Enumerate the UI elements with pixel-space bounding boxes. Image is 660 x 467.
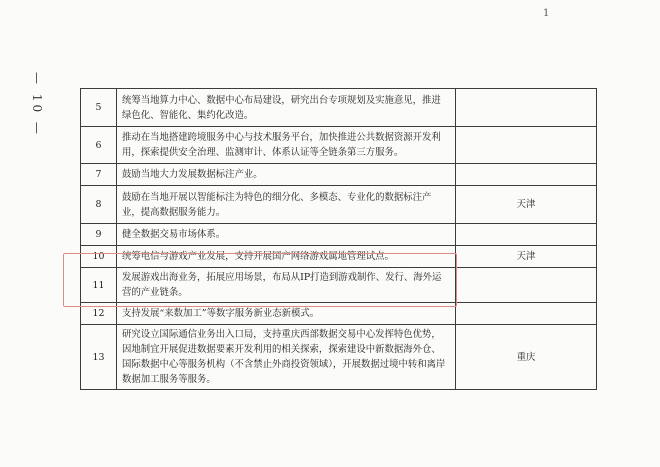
row-content: 发展游戏出海业务，拓展应用场景，布局从IP打造到游戏制作、发行、海外运营的产业链条。 xyxy=(117,268,456,303)
corner-mark: 1 xyxy=(543,8,550,19)
row-index: 9 xyxy=(81,224,117,246)
table-row xyxy=(81,164,597,186)
row-content: 鼓励在当地开展以智能标注为特色的细分化、多模态、专业化的数据标注产业，提高数据服务能力。 xyxy=(117,186,456,224)
row-index: 11 xyxy=(81,268,117,303)
row-content: 健全数据交易市场体系。 xyxy=(117,224,456,246)
row-content: 鼓励当地大力发展数据标注产业。 xyxy=(117,164,456,186)
row-index: 6 xyxy=(81,127,117,164)
row-region xyxy=(456,224,597,246)
table-row xyxy=(81,268,597,303)
table-row xyxy=(81,89,597,127)
table-row xyxy=(81,325,597,390)
row-region xyxy=(456,89,597,127)
page-number: — 10 — xyxy=(30,72,44,137)
policy-table xyxy=(80,88,597,390)
table-row xyxy=(81,224,597,246)
row-index: 8 xyxy=(81,186,117,224)
row-region: 天津 xyxy=(456,246,597,268)
row-content: 研究设立国际通信业务出入口局，支持重庆西部数据交易中心发挥特色优势，因地制宜开展促进数据要素开发利用的相关探索，探索建设中新数据海外仓、国际数据中心等服务机构（不含禁止外商投资领域），开展数据过境中转和离岸数据加工服务等服务。 xyxy=(117,325,456,390)
row-index: 12 xyxy=(81,303,117,325)
row-index: 5 xyxy=(81,89,117,127)
row-region xyxy=(456,164,597,186)
row-content: 支持发展“来数加工”等数字服务新业态新模式。 xyxy=(117,303,456,325)
row-region xyxy=(456,268,597,303)
row-region: 重庆 xyxy=(456,325,597,390)
row-region: 天津 xyxy=(456,186,597,224)
table-row xyxy=(81,303,597,325)
row-content: 统筹电信与游戏产业发展，支持开展国产网络游戏属地管理试点。 xyxy=(117,246,456,268)
table-row xyxy=(81,246,597,268)
table-row xyxy=(81,186,597,224)
row-index: 13 xyxy=(81,325,117,390)
row-content: 统筹当地算力中心、数据中心布局建设，研究出台专项规划及实施意见，推进绿色化、智能化、集约化改造。 xyxy=(117,89,456,127)
row-region xyxy=(456,127,597,164)
row-index: 10 xyxy=(81,246,117,268)
row-region xyxy=(456,303,597,325)
row-index: 7 xyxy=(81,164,117,186)
table-row xyxy=(81,127,597,164)
row-content: 推动在当地搭建跨境服务中心与技术服务平台，加快推进公共数据资源开发利用，探索提供安全治理、监测审计、体系认证等全链条第三方服务。 xyxy=(117,127,456,164)
